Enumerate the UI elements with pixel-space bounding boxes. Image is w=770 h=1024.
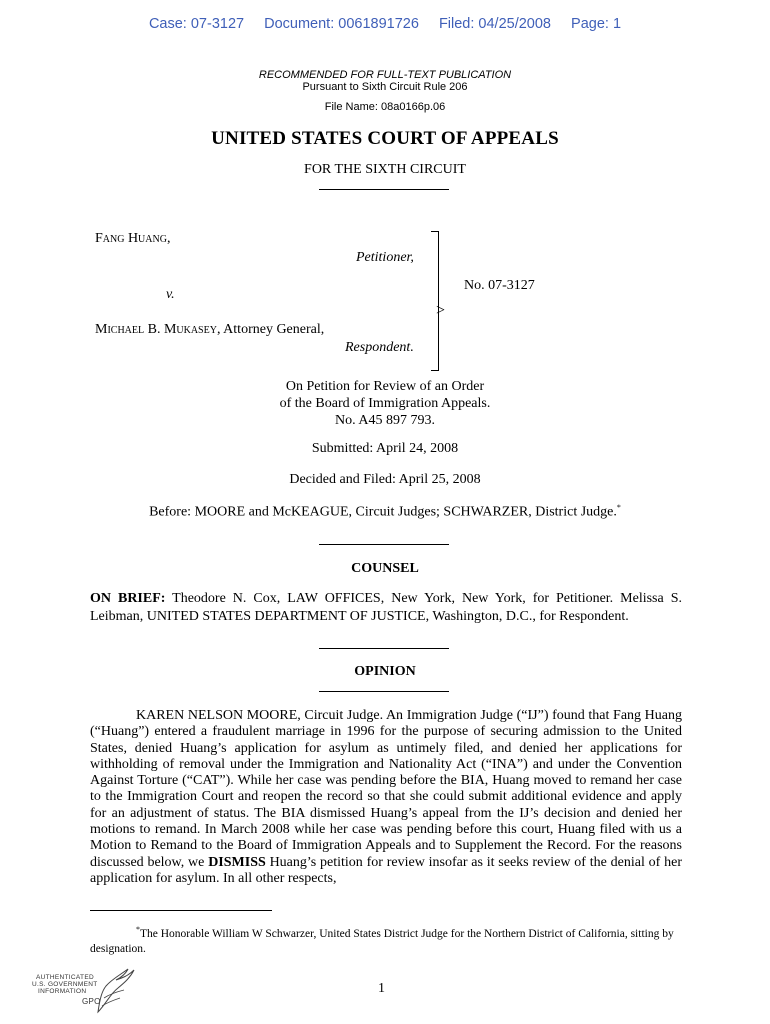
file-name: File Name: 08a0166p.06 (324, 101, 446, 113)
caption-bracket-top (431, 231, 438, 232)
logo-line-2: U.S. GOVERNMENT (32, 981, 98, 988)
page-header: Page: 1 (571, 16, 622, 32)
divider (319, 691, 449, 692)
respondent-role: Respondent. (345, 340, 414, 355)
respondent-name: Michael B. Mukasey, (95, 322, 221, 337)
petitioner-name: Fang Huang, (95, 231, 171, 246)
eagle-icon (92, 968, 138, 1016)
counsel-body (90, 590, 682, 626)
petition-line-2: of the Board of Immigration Appeals. (279, 396, 491, 411)
petition-line-1: On Petition for Review of an Order (285, 379, 485, 394)
respondent-line (95, 322, 324, 338)
court-circuit: FOR THE SIXTH CIRCUIT (304, 162, 466, 177)
court-name: UNITED STATES COURT OF APPEALS (211, 128, 559, 149)
petitioner-role: Petitioner, (356, 250, 414, 265)
footnote-text: The Honorable William W Schwarzer, United States District Judge for the Northern District of California, sitting by designation. (90, 927, 674, 955)
logo-line-3: INFORMATION (38, 988, 87, 995)
versus-label: v. (166, 287, 175, 302)
filing-header (0, 16, 770, 32)
caption-bracket-point: > (436, 302, 446, 319)
footnote-marker: * (136, 925, 140, 934)
gpo-authentication-logo (30, 968, 140, 1018)
opinion-paragraph (90, 708, 682, 887)
logo-line-4: GPO (82, 997, 101, 1006)
respondent-title: Attorney General, (220, 322, 325, 337)
footnote-rule (90, 910, 272, 911)
filed-date-header: Filed: 04/25/2008 (438, 16, 551, 32)
case-number-header: Case: 07-3127 (148, 16, 245, 32)
petition-line-3: No. A45 897 793. (335, 413, 435, 428)
opinion-text-end: Huang’s petition for review insofar as it seeks review of the denial of her application for asylum. In all other respects, (90, 854, 683, 886)
submitted-date: Submitted: April 24, 2008 (311, 441, 459, 456)
caption-bracket-line (438, 231, 439, 371)
counsel-lead: ON BRIEF: (90, 591, 166, 606)
case-number: No. 07-3127 (464, 278, 535, 293)
opinion-disposition: DISMISS (208, 854, 266, 870)
footnote (90, 922, 682, 957)
logo-line-1: AUTHENTICATED (36, 974, 94, 981)
opinion-text-start: KAREN NELSON MOORE, Circuit Judge. An Immigration Judge (“IJ”) found that Fang Huang (“Huang”) entered a fraudulent marriage in 1996 for the purpose of securing admission to the United States, denied Huang’s application for asylum as untimely filed, and denied her applications for withholding of removal under the Immigration and Nationality Act (“INA”) and under the Convention Against Torture (“CAT”). While her case was pending before the BIA, Huang moved to remand her case to the Immigration Court and reopen the record so that she could submit additional evidence and apply for an adjustment of status. The BIA dismissed Huang’s appeal from the IJ’s decision and denied her motions to remand. In March 2008 while her case was pending before this court, Huang filed with us a Motion to Remand to the Board of Immigration Appeals and to Supplement the Record. For the reasons discussed below, we (90, 708, 682, 870)
document-number-header: Document: 0061891726 (264, 16, 419, 32)
counsel-text: Theodore N. Cox, LAW OFFICES, New York, New York, for Petitioner. Melissa S. Leibman, UNITED STATES DEPARTMENT OF JUSTICE, Washington, D.C., for Respondent. (90, 591, 682, 624)
counsel-heading: COUNSEL (351, 561, 419, 576)
publication-recommendation: RECOMMENDED FOR FULL-TEXT PUBLICATION (258, 69, 512, 81)
judges-footnote-marker: * (616, 503, 621, 512)
judges-text: Before: MOORE and McKEAGUE, Circuit Judges; SCHWARZER, District Judge. (149, 504, 617, 520)
page-number: 1 (378, 981, 385, 996)
divider (319, 544, 449, 545)
caption-bracket-bottom (431, 370, 438, 371)
decided-date: Decided and Filed: April 25, 2008 (289, 472, 481, 487)
opinion-heading: OPINION (354, 664, 416, 679)
divider (319, 189, 449, 190)
publication-rule: Pursuant to Sixth Circuit Rule 206 (302, 81, 468, 93)
divider (319, 648, 449, 649)
judges-line (0, 503, 770, 521)
